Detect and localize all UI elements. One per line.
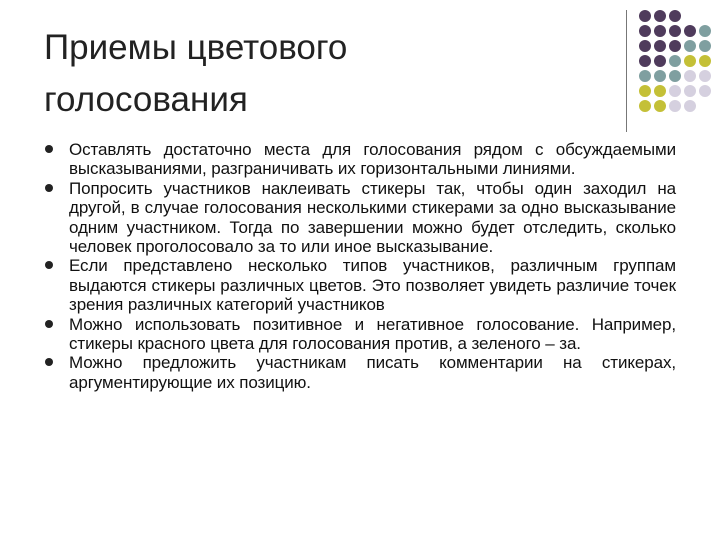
decorative-dot — [669, 85, 681, 97]
decorative-dot — [654, 85, 666, 97]
decorative-dot — [699, 25, 711, 37]
bullet-text: Можно предложить участникам писать комментарии на стикерах, аргументирующие их позицию. — [69, 353, 676, 392]
slide-title-line-2: голосования — [44, 80, 248, 119]
bullet-icon — [45, 320, 53, 328]
bullet-item — [44, 315, 676, 354]
bullet-icon — [45, 184, 53, 192]
decorative-dot — [669, 10, 681, 22]
bullet-icon — [45, 358, 53, 366]
decorative-dot — [639, 25, 651, 37]
decorative-dot — [639, 100, 651, 112]
bullet-list — [44, 140, 676, 392]
decorative-dot — [639, 55, 651, 67]
decorative-dot — [684, 25, 696, 37]
bullet-item — [44, 353, 676, 392]
title-divider-line — [626, 10, 627, 132]
decorative-dot — [699, 55, 711, 67]
decorative-dot — [699, 85, 711, 97]
decorative-dot — [639, 70, 651, 82]
decorative-dot — [684, 85, 696, 97]
decorative-dot — [699, 40, 711, 52]
decorative-dot — [684, 55, 696, 67]
bullet-text: Если представлено несколько типов участников, различным группам выдаются стикеры различных цветов. Это позволяет увидеть различие точек зрения различных категорий участников — [69, 256, 676, 315]
decorative-dot — [654, 10, 666, 22]
bullet-text: Оставлять достаточно места для голосования рядом с обсуждаемыми высказываниями, разграничивать их горизонтальными линиями. — [69, 140, 676, 179]
decorative-dot — [639, 85, 651, 97]
decorative-dot — [654, 40, 666, 52]
bullet-text: Можно использовать позитивное и негативное голосование. Например, стикеры красного цвета для голосования против, а зеленого – за. — [69, 314, 676, 354]
decorative-dot — [669, 40, 681, 52]
bullet-item — [44, 140, 676, 179]
decorative-dot — [684, 70, 696, 82]
decorative-dot — [669, 70, 681, 82]
decorative-dot — [669, 25, 681, 37]
decorative-dot — [669, 55, 681, 67]
decorative-dot — [639, 40, 651, 52]
bullet-icon — [45, 145, 53, 153]
decorative-dot — [669, 100, 681, 112]
decorative-dot — [654, 100, 666, 112]
bullet-icon — [45, 261, 53, 269]
bullet-text: Попросить участников наклеивать стикеры так, чтобы один заходил на другой, в случае голосования несколькими стикерами за одно высказывание одним участником. Тогда по завершении можно будет отследить, сколько человек проголосовало за то или иное высказывание. — [69, 178, 676, 257]
bullet-item — [44, 256, 676, 314]
slide-title — [44, 22, 604, 126]
slide-title-line-1: Приемы цветового — [44, 28, 348, 67]
decorative-dot — [684, 40, 696, 52]
decorative-dot — [699, 70, 711, 82]
decorative-dot — [684, 100, 696, 112]
decorative-dot-grid — [639, 10, 715, 110]
decorative-dot — [639, 10, 651, 22]
decorative-dot — [654, 25, 666, 37]
decorative-dot — [654, 70, 666, 82]
bullet-item — [44, 179, 676, 257]
decorative-dot — [654, 55, 666, 67]
